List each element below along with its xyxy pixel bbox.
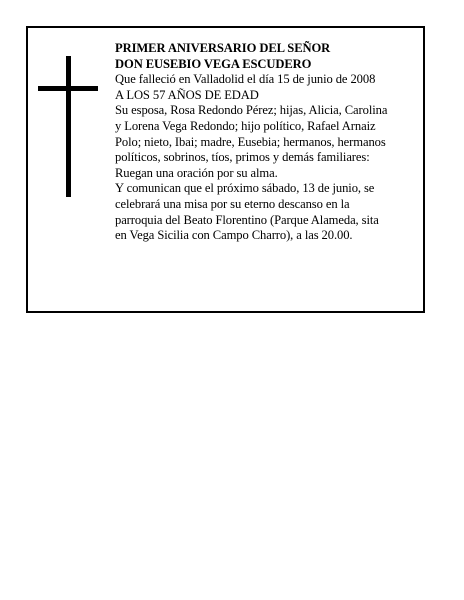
- mass-line: celebrará una misa por su eterno descanso en la: [115, 196, 350, 211]
- notice-title-line-2: DON EUSEBIO VEGA ESCUDERO: [115, 56, 312, 71]
- mass-line: en Vega Sicilia con Campo Charro), a las 20.00.: [115, 228, 353, 243]
- cross-icon-arm: [38, 86, 98, 91]
- notice-text: [115, 41, 427, 244]
- family-line: Polo; nieto, Ibai; madre, Eusebia; hermanos, hermanos: [115, 134, 386, 149]
- family-line: políticos, sobrinos, tíos, primos y demás familiares:: [115, 150, 370, 165]
- mass-line: parroquia del Beato Florentino (Parque Alameda, sita: [115, 212, 379, 227]
- obituary-notice: [26, 26, 425, 313]
- family-line: Su esposa, Rosa Redondo Pérez; hijas, Alicia, Carolina: [115, 103, 388, 118]
- notice-title-line-1: PRIMER ANIVERSARIO DEL SEÑOR: [115, 41, 331, 55]
- death-info: Que falleció en Valladolid el día 15 de junio de 2008: [115, 72, 376, 87]
- family-line: y Lorena Vega Redondo; hijo político, Rafael Arnaiz: [115, 118, 376, 133]
- mass-line: Y comunican que el próximo sábado, 13 de junio, se: [115, 181, 375, 196]
- cross-icon: [66, 56, 71, 197]
- age-line: A LOS 57 AÑOS DE EDAD: [115, 87, 259, 102]
- prayer-request: Ruegan una oración por su alma.: [115, 165, 278, 180]
